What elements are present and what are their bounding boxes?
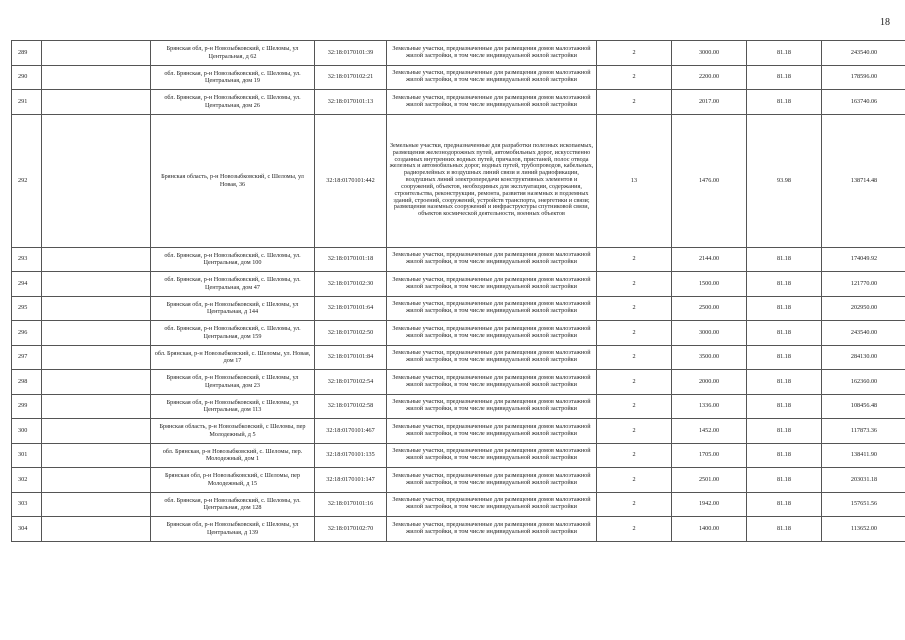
cadastral-value-cell: 113652.00 <box>822 517 905 542</box>
area-cell: 3000.00 <box>672 41 747 66</box>
area-cell: 2500.00 <box>672 296 747 321</box>
address-cell: Брянская область, р-н Новозыбковский, с Шеломы, ул Новая, 36 <box>151 114 315 247</box>
address-cell: обл. Брянская, р-н Новозыбковский, с. Шеломы, ул. Центральная, дом 19 <box>151 65 315 90</box>
row-number: 293 <box>12 247 42 272</box>
cadastral-value-cell: 163740.06 <box>822 90 905 115</box>
cadastral-value-cell: 174049.92 <box>822 247 905 272</box>
blank-cell <box>42 517 151 542</box>
address-cell: Брянская обл, р-н Новозыбковский, с Шеломы, ул Центральная, дом 113 <box>151 394 315 419</box>
cadastral-number-cell: 32:18:0170101:135 <box>315 443 387 468</box>
use-group-cell: 2 <box>597 247 672 272</box>
use-group-cell: 2 <box>597 419 672 444</box>
permitted-use-cell: Земельные участки, предназначенные для размещения домов малоэтажной жилой застройки, в том числе индивидуальной жилой застройки <box>387 90 597 115</box>
address-cell: Брянская обл, р-н Новозыбковский, с Шеломы, ул Центральная, д 144 <box>151 296 315 321</box>
cadastral-number-cell: 32:18:0170101:16 <box>315 492 387 517</box>
area-cell: 2017.00 <box>672 90 747 115</box>
row-number: 303 <box>12 492 42 517</box>
cadastral-value-cell: 108456.48 <box>822 394 905 419</box>
blank-cell <box>42 41 151 66</box>
cadastral-value-cell: 157651.56 <box>822 492 905 517</box>
use-group-cell: 2 <box>597 65 672 90</box>
cadastral-value-cell: 284130.00 <box>822 345 905 370</box>
area-cell: 2144.00 <box>672 247 747 272</box>
cadastral-number-cell: 32:18:0170102:50 <box>315 321 387 346</box>
cadastral-value-cell: 162360.00 <box>822 370 905 395</box>
unit-value-cell: 81.18 <box>747 517 822 542</box>
blank-cell <box>42 370 151 395</box>
blank-cell <box>42 247 151 272</box>
row-number: 297 <box>12 345 42 370</box>
unit-value-cell: 81.18 <box>747 370 822 395</box>
address-cell: обл. Брянская, р-н Новозыбковский, с. Шеломы, ул. Центральная, дом 128 <box>151 492 315 517</box>
unit-value-cell: 81.18 <box>747 90 822 115</box>
unit-value-cell: 81.18 <box>747 321 822 346</box>
cadastral-number-cell: 32:18:0170101:18 <box>315 247 387 272</box>
table-row <box>12 517 905 542</box>
unit-value-cell: 81.18 <box>747 41 822 66</box>
cadastral-value-cell: 203031.18 <box>822 468 905 493</box>
cadastral-value-cell: 243540.00 <box>822 41 905 66</box>
table-row <box>12 345 905 370</box>
address-cell: Брянская обл, р-н Новозыбковский, с Шеломы, ул Центральная, дом 23 <box>151 370 315 395</box>
unit-value-cell: 81.18 <box>747 272 822 297</box>
land-registry-table <box>11 40 905 542</box>
area-cell: 1942.00 <box>672 492 747 517</box>
page-number: 18 <box>880 17 890 28</box>
area-cell: 1476.00 <box>672 114 747 247</box>
table-row <box>12 296 905 321</box>
permitted-use-cell: Земельные участки, предназначенные для размещения домов малоэтажной жилой застройки, в том числе индивидуальной жилой застройки <box>387 468 597 493</box>
area-cell: 1452.00 <box>672 419 747 444</box>
blank-cell <box>42 492 151 517</box>
row-number: 292 <box>12 114 42 247</box>
use-group-cell: 2 <box>597 41 672 66</box>
unit-value-cell: 81.18 <box>747 345 822 370</box>
cadastral-number-cell: 32:18:0170101:64 <box>315 296 387 321</box>
area-cell: 1400.00 <box>672 517 747 542</box>
permitted-use-cell: Земельные участки, предназначенные для размещения домов малоэтажной жилой застройки, в том числе индивидуальной жилой застройки <box>387 41 597 66</box>
table-row <box>12 65 905 90</box>
use-group-cell: 2 <box>597 272 672 297</box>
table-row <box>12 90 905 115</box>
permitted-use-cell: Земельные участки, предназначенные для разработки полезных ископаемых, размещения железнодорожных путей, автомобильных дорог, искусственно созданных внутренних водных путей, причалов, пристаней, полос отвода железных и автомобильных дорог, водных путей, трубопроводов, кабельных, радиорелейных и воздушных линий связи и линий радиофикации, воздушных линий электропередачи конструктивных элементов и сооружений, объектов, необходимых для эксплуатации, содержания, строительства, реконструкции, ремонта, развития наземных и подземных зданий, строений, сооружений, устройств транспорта, энергетики и связи; размещения наземных сооружений и инфраструктуры спутниковой связи, объектов космической деятельности, военных объектов <box>387 114 597 247</box>
cadastral-number-cell: 32:18:0170101:442 <box>315 114 387 247</box>
cadastral-value-cell: 202950.00 <box>822 296 905 321</box>
permitted-use-cell: Земельные участки, предназначенные для размещения домов малоэтажной жилой застройки, в том числе индивидуальной жилой застройки <box>387 296 597 321</box>
cadastral-value-cell: 138714.48 <box>822 114 905 247</box>
permitted-use-cell: Земельные участки, предназначенные для размещения домов малоэтажной жилой застройки, в том числе индивидуальной жилой застройки <box>387 517 597 542</box>
area-cell: 3500.00 <box>672 345 747 370</box>
cadastral-number-cell: 32:18:0170101:84 <box>315 345 387 370</box>
cadastral-value-cell: 121770.00 <box>822 272 905 297</box>
row-number: 289 <box>12 41 42 66</box>
unit-value-cell: 81.18 <box>747 468 822 493</box>
use-group-cell: 2 <box>597 345 672 370</box>
area-cell: 1500.00 <box>672 272 747 297</box>
cadastral-number-cell: 32:18:0170101:147 <box>315 468 387 493</box>
cadastral-number-cell: 32:18:0170102:21 <box>315 65 387 90</box>
table-row <box>12 492 905 517</box>
cadastral-value-cell: 117873.36 <box>822 419 905 444</box>
address-cell: обл. Брянская, р-н Новозыбковский, с. Шеломы, ул. Центральная, дом 159 <box>151 321 315 346</box>
use-group-cell: 2 <box>597 517 672 542</box>
area-cell: 1705.00 <box>672 443 747 468</box>
table-row <box>12 114 905 247</box>
use-group-cell: 13 <box>597 114 672 247</box>
blank-cell <box>42 394 151 419</box>
row-number: 299 <box>12 394 42 419</box>
row-number: 301 <box>12 443 42 468</box>
table-row <box>12 419 905 444</box>
row-number: 290 <box>12 65 42 90</box>
table-row <box>12 321 905 346</box>
area-cell: 2200.00 <box>672 65 747 90</box>
table-body <box>12 41 905 542</box>
use-group-cell: 2 <box>597 321 672 346</box>
cadastral-number-cell: 32:18:0170102:70 <box>315 517 387 542</box>
address-cell: Брянская область, р-н Новозыбковский, с Шеломы, пер Молодежный, д 5 <box>151 419 315 444</box>
cadastral-number-cell: 32:18:0170102:58 <box>315 394 387 419</box>
use-group-cell: 2 <box>597 468 672 493</box>
area-cell: 3000.00 <box>672 321 747 346</box>
address-cell: Брянская обл, р-н Новозыбковский, с Шеломы, ул Центральная, д 62 <box>151 41 315 66</box>
use-group-cell: 2 <box>597 492 672 517</box>
unit-value-cell: 81.18 <box>747 247 822 272</box>
address-cell: обл. Брянская, р-н Новозыбковский, с. Шеломы, пер. Молодежный, дом 1 <box>151 443 315 468</box>
area-cell: 1336.00 <box>672 394 747 419</box>
row-number: 295 <box>12 296 42 321</box>
blank-cell <box>42 114 151 247</box>
blank-cell <box>42 296 151 321</box>
use-group-cell: 2 <box>597 296 672 321</box>
row-number: 296 <box>12 321 42 346</box>
address-cell: обл. Брянская, р-н Новозыбковский, с. Шеломы, ул. Центральная, дом 100 <box>151 247 315 272</box>
table-row <box>12 247 905 272</box>
cadastral-number-cell: 32:18:0170102:30 <box>315 272 387 297</box>
permitted-use-cell: Земельные участки, предназначенные для размещения домов малоэтажной жилой застройки, в том числе индивидуальной жилой застройки <box>387 370 597 395</box>
blank-cell <box>42 321 151 346</box>
table-row <box>12 272 905 297</box>
permitted-use-cell: Земельные участки, предназначенные для размещения домов малоэтажной жилой застройки, в том числе индивидуальной жилой застройки <box>387 321 597 346</box>
address-cell: Брянская обл, р-н Новозыбковский, с Шеломы, ул Центральная, д 139 <box>151 517 315 542</box>
cadastral-number-cell: 32:18:0170101:13 <box>315 90 387 115</box>
cadastral-number-cell: 32:18:0170101:467 <box>315 419 387 444</box>
unit-value-cell: 81.18 <box>747 65 822 90</box>
blank-cell <box>42 345 151 370</box>
row-number: 302 <box>12 468 42 493</box>
use-group-cell: 2 <box>597 90 672 115</box>
permitted-use-cell: Земельные участки, предназначенные для размещения домов малоэтажной жилой застройки, в том числе индивидуальной жилой застройки <box>387 345 597 370</box>
row-number: 300 <box>12 419 42 444</box>
unit-value-cell: 81.18 <box>747 443 822 468</box>
use-group-cell: 2 <box>597 394 672 419</box>
unit-value-cell: 93.98 <box>747 114 822 247</box>
blank-cell <box>42 272 151 297</box>
row-number: 304 <box>12 517 42 542</box>
table-row <box>12 394 905 419</box>
row-number: 291 <box>12 90 42 115</box>
address-cell: обл. Брянская, р-н Новозыбковский, с. Шеломы, ул. Новая, дом 17 <box>151 345 315 370</box>
blank-cell <box>42 443 151 468</box>
blank-cell <box>42 419 151 444</box>
blank-cell <box>42 468 151 493</box>
permitted-use-cell: Земельные участки, предназначенные для размещения домов малоэтажной жилой застройки, в том числе индивидуальной жилой застройки <box>387 394 597 419</box>
cadastral-number-cell: 32:18:0170101:39 <box>315 41 387 66</box>
use-group-cell: 2 <box>597 443 672 468</box>
address-cell: обл. Брянская, р-н Новозыбковский, с. Шеломы, ул. Центральная, дом 47 <box>151 272 315 297</box>
cadastral-value-cell: 138411.90 <box>822 443 905 468</box>
permitted-use-cell: Земельные участки, предназначенные для размещения домов малоэтажной жилой застройки, в том числе индивидуальной жилой застройки <box>387 272 597 297</box>
blank-cell <box>42 65 151 90</box>
row-number: 294 <box>12 272 42 297</box>
area-cell: 2501.00 <box>672 468 747 493</box>
table-row <box>12 468 905 493</box>
unit-value-cell: 81.18 <box>747 394 822 419</box>
unit-value-cell: 81.18 <box>747 296 822 321</box>
permitted-use-cell: Земельные участки, предназначенные для размещения домов малоэтажной жилой застройки, в том числе индивидуальной жилой застройки <box>387 247 597 272</box>
area-cell: 2000.00 <box>672 370 747 395</box>
permitted-use-cell: Земельные участки, предназначенные для размещения домов малоэтажной жилой застройки, в том числе индивидуальной жилой застройки <box>387 443 597 468</box>
unit-value-cell: 81.18 <box>747 419 822 444</box>
permitted-use-cell: Земельные участки, предназначенные для размещения домов малоэтажной жилой застройки, в том числе индивидуальной жилой застройки <box>387 65 597 90</box>
cadastral-value-cell: 178596.00 <box>822 65 905 90</box>
blank-cell <box>42 90 151 115</box>
cadastral-value-cell: 243540.00 <box>822 321 905 346</box>
unit-value-cell: 81.18 <box>747 492 822 517</box>
address-cell: Брянская обл, р-н Новозыбковский, с Шеломы, пер Молодежный, д 15 <box>151 468 315 493</box>
permitted-use-cell: Земельные участки, предназначенные для размещения домов малоэтажной жилой застройки, в том числе индивидуальной жилой застройки <box>387 419 597 444</box>
table-row <box>12 41 905 66</box>
table-row <box>12 370 905 395</box>
use-group-cell: 2 <box>597 370 672 395</box>
address-cell: обл. Брянская, р-н Новозыбковский, с. Шеломы, ул. Центральная, дом 26 <box>151 90 315 115</box>
cadastral-number-cell: 32:18:0170102:54 <box>315 370 387 395</box>
table-row <box>12 443 905 468</box>
row-number: 298 <box>12 370 42 395</box>
permitted-use-cell: Земельные участки, предназначенные для размещения домов малоэтажной жилой застройки, в том числе индивидуальной жилой застройки <box>387 492 597 517</box>
